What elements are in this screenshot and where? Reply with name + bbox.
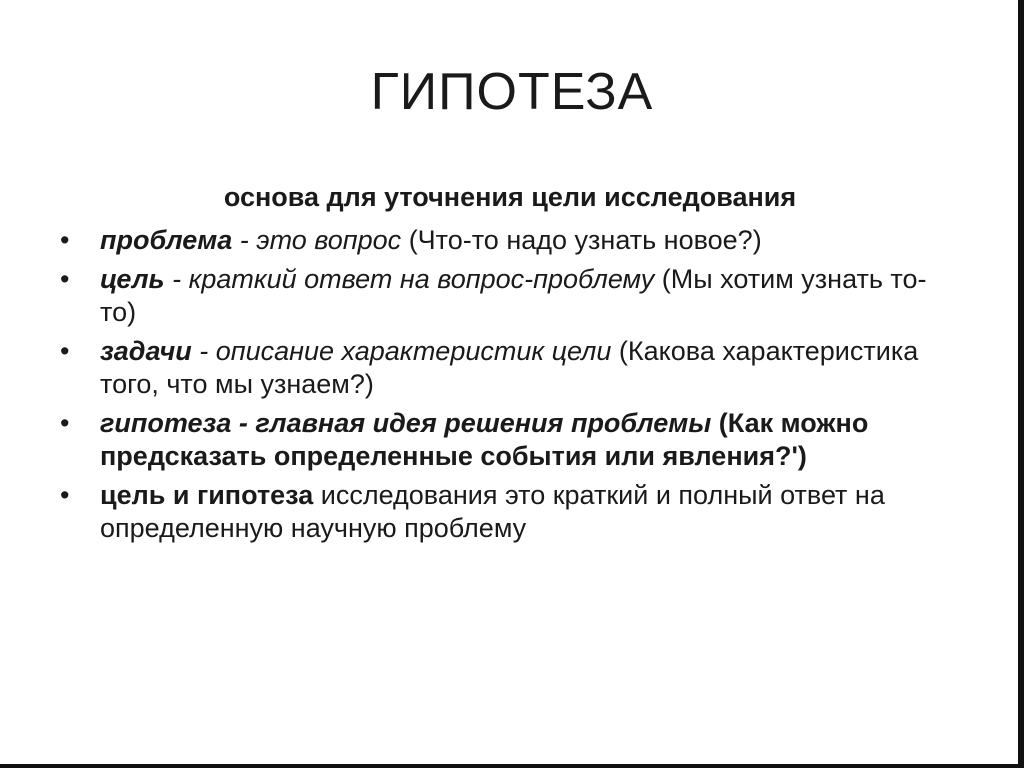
bullet-marker: •: [60, 480, 70, 510]
bullet-marker: •: [60, 264, 70, 294]
bullet-note: (Что-то надо узнать новое?): [401, 225, 762, 255]
bullet-marker: •: [60, 225, 70, 255]
slide-subtitle: основа для уточнения цели исследования: [223, 182, 797, 212]
bullet-term: гипотеза: [100, 408, 232, 438]
bullet-marker: •: [60, 336, 70, 366]
bullet-goal: [60, 263, 960, 329]
bullet-goal-and-hypothesis: [60, 479, 960, 545]
bullet-definition: краткий ответ на вопрос-проблему: [188, 264, 655, 294]
bullet-tasks: [60, 335, 960, 401]
bullet-note: (Какова характеристика того, что мы узнаем?): [100, 336, 919, 399]
bullet-definition: это вопрос: [256, 225, 402, 255]
bullet-term: задачи: [100, 336, 192, 366]
bullet-dash: -: [164, 264, 189, 294]
bullet-marker: •: [60, 408, 70, 438]
bullet-definition: описание характеристик цели: [215, 336, 612, 366]
bullet-dash: -: [191, 336, 216, 366]
bullet-problem: [60, 224, 960, 257]
bullet-term: цель и гипотеза: [100, 480, 314, 510]
slide-bottom-edge: [0, 764, 1024, 768]
bullet-rest: исследования это краткий и полный ответ на определенную научную проблему: [100, 480, 885, 543]
bullet-dash: -: [231, 408, 256, 438]
bullet-definition: главная идея решения проблемы: [255, 408, 712, 438]
bullet-term: цель: [100, 264, 165, 294]
bullet-dash: -: [232, 225, 257, 255]
bullet-list: [60, 224, 960, 551]
bullet-note: (Как можно предсказать определенные события или явления?'): [100, 408, 869, 471]
bullet-hypothesis: [60, 407, 960, 473]
bullet-term: проблема: [100, 225, 233, 255]
bullet-note: (Мы хотим узнать то-то): [100, 264, 927, 327]
slide-title: ГИПОТЕЗА: [370, 63, 654, 121]
